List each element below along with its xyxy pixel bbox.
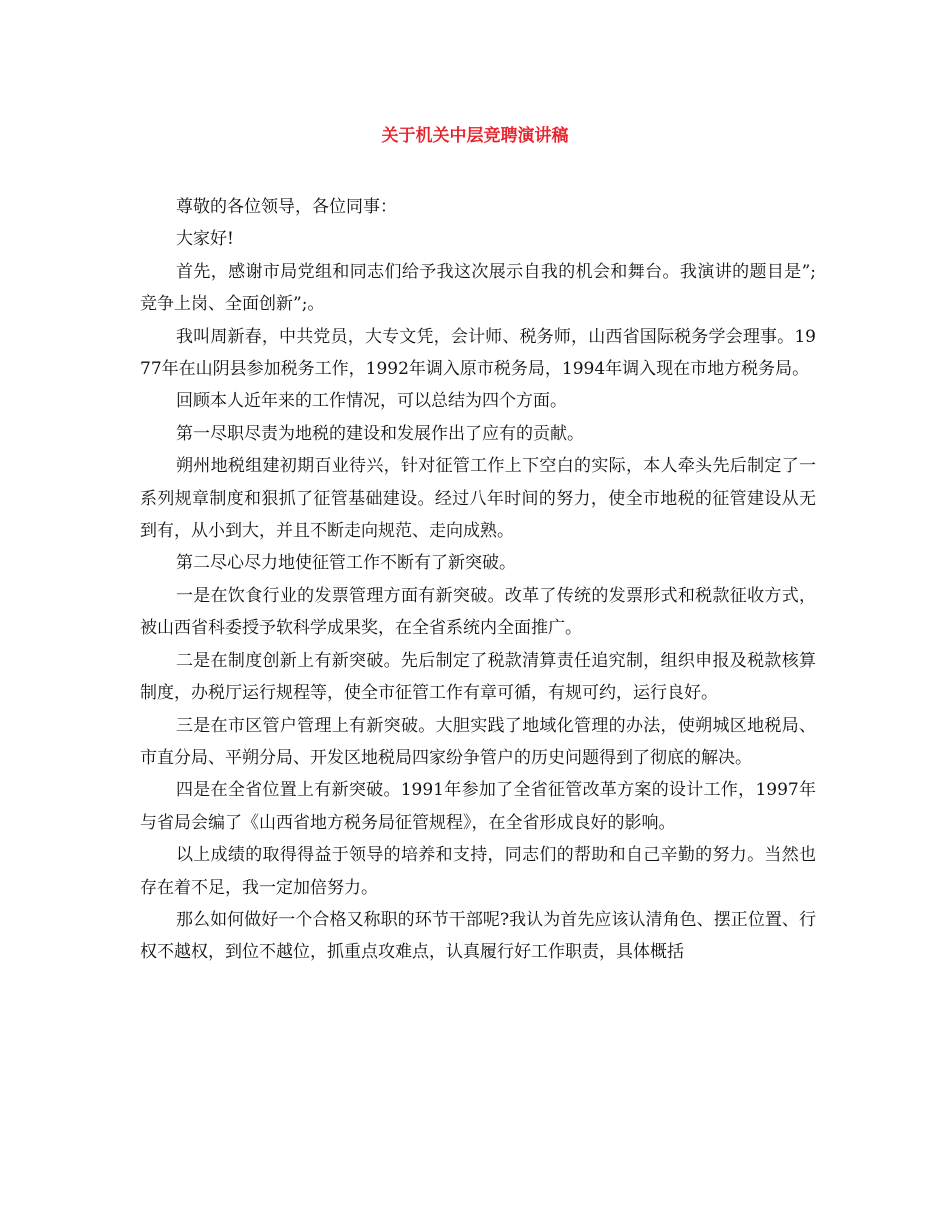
- paragraph-breakthrough-two: 二是在制度创新上有新突破。先后制定了税款清算责任追究制，组织申报及税款核算制度，办税厅运行规程等，使全市征管工作有章可循，有规可约，运行良好。: [140, 650, 816, 704]
- document-title: 关于机关中层竞聘演讲稿: [381, 126, 569, 146]
- paragraph-point-one-detail: 朔州地税组建初期百业待兴，针对征管工作上下空白的实际，本人牵头先后制定了一系列规章制度和狠抓了征管基础建设。经过八年时间的努力，使全市地税的征管建设从无到有，从小到大，并且不断走向规范、走向成熟。: [140, 456, 816, 542]
- paragraph-point-two-heading: 第二尽心尽力地使征管工作不断有了新突破。: [176, 553, 516, 574]
- paragraph-self-introduction: 我叫周新春，中共党员，大专文凭，会计师、税务师，山西省国际税务学会理事。1977年在山阴县参加税务工作，1992年调入原市税务局，1994年调入现在市地方税务局。: [140, 326, 816, 380]
- paragraph-breakthrough-one: 一是在饮食行业的发票管理方面有新突破。改革了传统的发票形式和税款征收方式，被山西省科委授予软科学成果奖，在全省系统内全面推广。: [140, 585, 816, 639]
- paragraph-breakthrough-three: 三是在市区管户管理上有新突破。大胆实践了地域化管理的办法，使朔城区地税局、市直分局、平朔分局、开发区地税局四家纷争管户的历史问题得到了彻底的解决。: [140, 715, 816, 768]
- paragraph-greeting: 大家好!: [176, 229, 234, 250]
- paragraph-salutation: 尊敬的各位领导，各位同事：: [176, 197, 397, 217]
- paragraph-intro: 首先，感谢市局党组和同志们给予我这次展示自我的机会和舞台。我演讲的题目是”;竞争上岗、全面创新”;。: [140, 261, 816, 315]
- document-body: [140, 191, 816, 969]
- paragraph-breakthrough-four: 四是在全省位置上有新突破。1991年参加了全省征管改革方案的设计工作，1997年与省局会编了《山西省地方税务局征管规程》，在全省形成良好的影响。: [140, 780, 816, 833]
- paragraph-approach: 那么如何做好一个合格又称职的环节干部呢?我认为首先应该认清角色、摆正位置、行权不越权，到位不越位，抓重点攻难点，认真履行好工作职责，具体概括: [140, 909, 816, 963]
- paragraph-point-one-heading: 第一尽职尽责为地税的建设和发展作出了应有的贡献。: [176, 423, 584, 444]
- paragraph-summary: 以上成绩的取得得益于领导的培养和支持，同志们的帮助和自己辛勤的努力。当然也存在着不足，我一定加倍努力。: [140, 845, 816, 898]
- paragraph-review: 回顾本人近年来的工作情况，可以总结为四个方面。: [176, 391, 567, 412]
